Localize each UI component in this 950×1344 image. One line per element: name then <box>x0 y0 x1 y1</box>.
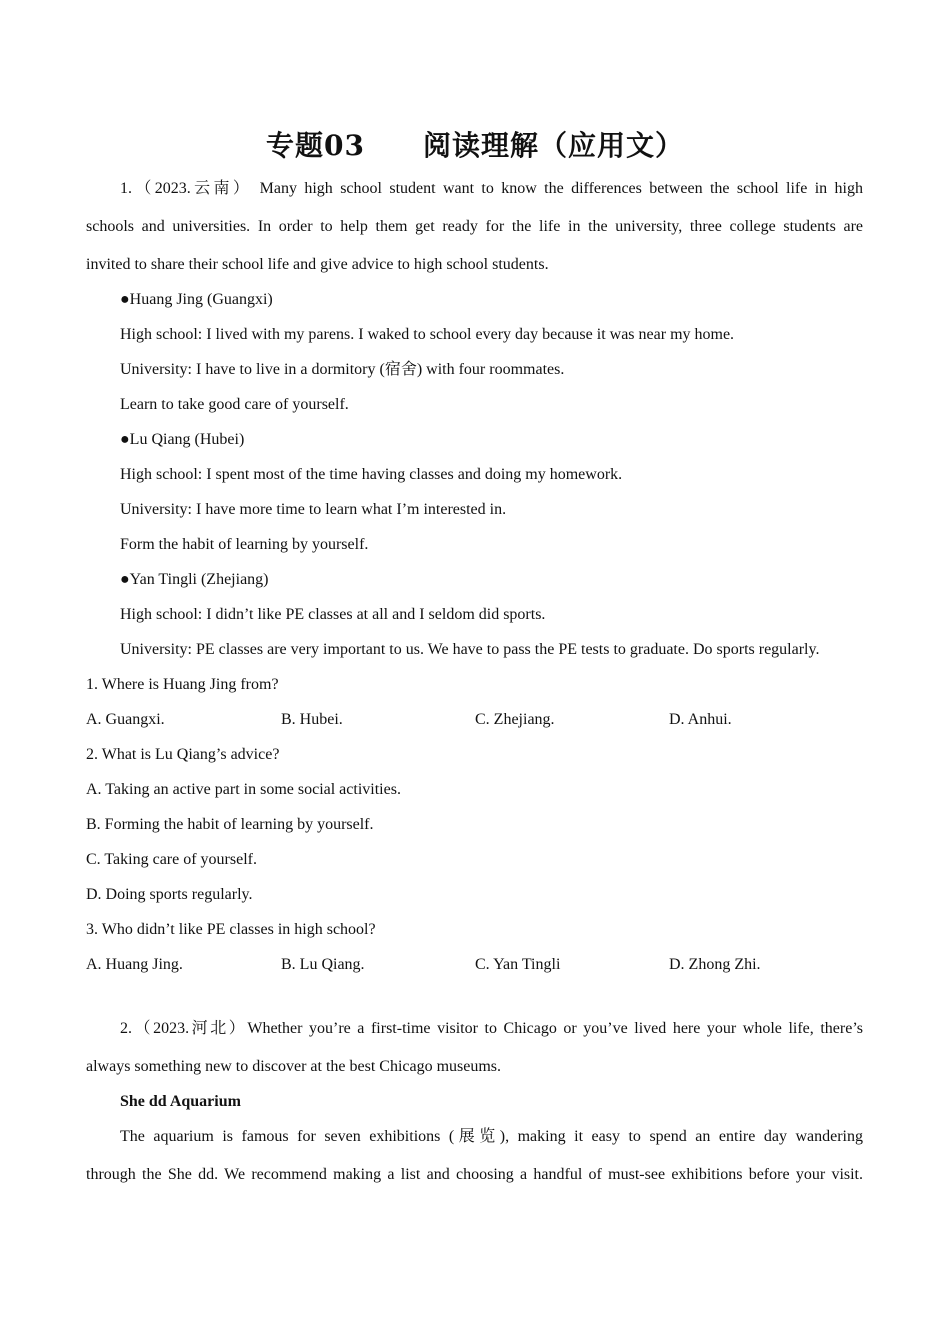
question-stem-2: 2. What is Lu Qiang’s advice? <box>86 746 280 763</box>
q2-option-c: C. Taking care of yourself. <box>86 851 257 868</box>
question-stem-3: 3. Who didn’t like PE classes in high school? <box>86 921 376 938</box>
q2-body-line-2: through the She dd. We recommend making a list and choosing a handful of must-see exhibitions before your visit. <box>86 1166 863 1183</box>
yan-tingli-line-2: University: PE classes are very important to us. We have to pass the PE tests to graduate. Do sports regularly. <box>120 641 820 658</box>
lu-qiang-line-3: Form the habit of learning by yourself. <box>120 536 369 553</box>
q2-option-b: B. Forming the habit of learning by yourself. <box>86 816 374 833</box>
yan-tingli-line-1: High school: I didn’t like PE classes at all and I seldom did sports. <box>120 606 546 623</box>
person-name-yan-tingli: ●Yan Tingli (Zhejiang) <box>120 571 269 588</box>
person-name-huang-jing: ●Huang Jing (Guangxi) <box>120 291 273 308</box>
lu-qiang-line-2: University: I have more time to learn what I’m interested in. <box>120 501 507 518</box>
q1-intro-line-2: schools and universities. In order to help them get ready for the life in the university, three college students are <box>86 218 863 235</box>
q2-intro-line-1: 2.（2023.河北）Whether you’re a first-time visitor to Chicago or you’ve lived here your whole life, there’s <box>120 1020 863 1037</box>
person-name-lu-qiang: ●Lu Qiang (Hubei) <box>120 431 245 448</box>
huang-jing-line-1: High school: I lived with my parens. I waked to school every day because it was near my home. <box>120 326 735 343</box>
lu-qiang-line-1: High school: I spent most of the time having classes and doing my homework. <box>120 466 623 483</box>
q1-option-b: B. Hubei. <box>281 711 343 728</box>
q1-intro-line-3: invited to share their school life and give advice to high school students. <box>86 256 549 273</box>
q1-option-d: D. Anhui. <box>669 711 732 728</box>
section-heading-shedd-aquarium: She dd Aquarium <box>120 1093 241 1110</box>
huang-jing-line-3: Learn to take good care of yourself. <box>120 396 349 413</box>
q2-body-line-1: The aquarium is famous for seven exhibitions (展览), making it easy to spend an entire day wandering <box>120 1128 863 1145</box>
q1-option-c: C. Zhejiang. <box>475 711 555 728</box>
q3-option-a: A. Huang Jing. <box>86 956 183 973</box>
page-title: 专题03 阅读理解（应用文） <box>266 129 684 162</box>
q3-option-c: C. Yan Tingli <box>475 956 561 973</box>
question-stem-1: 1. Where is Huang Jing from? <box>86 676 279 693</box>
q2-option-d: D. Doing sports regularly. <box>86 886 253 903</box>
q1-intro-line-1: 1.（2023.云南） Many high school student want to know the differences between the school life in high <box>120 180 863 197</box>
huang-jing-line-2: University: I have to live in a dormitory (宿舍) with four roommates. <box>120 361 565 378</box>
q3-option-d: D. Zhong Zhi. <box>669 956 761 973</box>
q2-option-a: A. Taking an active part in some social activities. <box>86 781 401 798</box>
q1-option-a: A. Guangxi. <box>86 711 165 728</box>
q2-intro-line-2: always something new to discover at the best Chicago museums. <box>86 1058 502 1075</box>
q3-option-b: B. Lu Qiang. <box>281 956 365 973</box>
